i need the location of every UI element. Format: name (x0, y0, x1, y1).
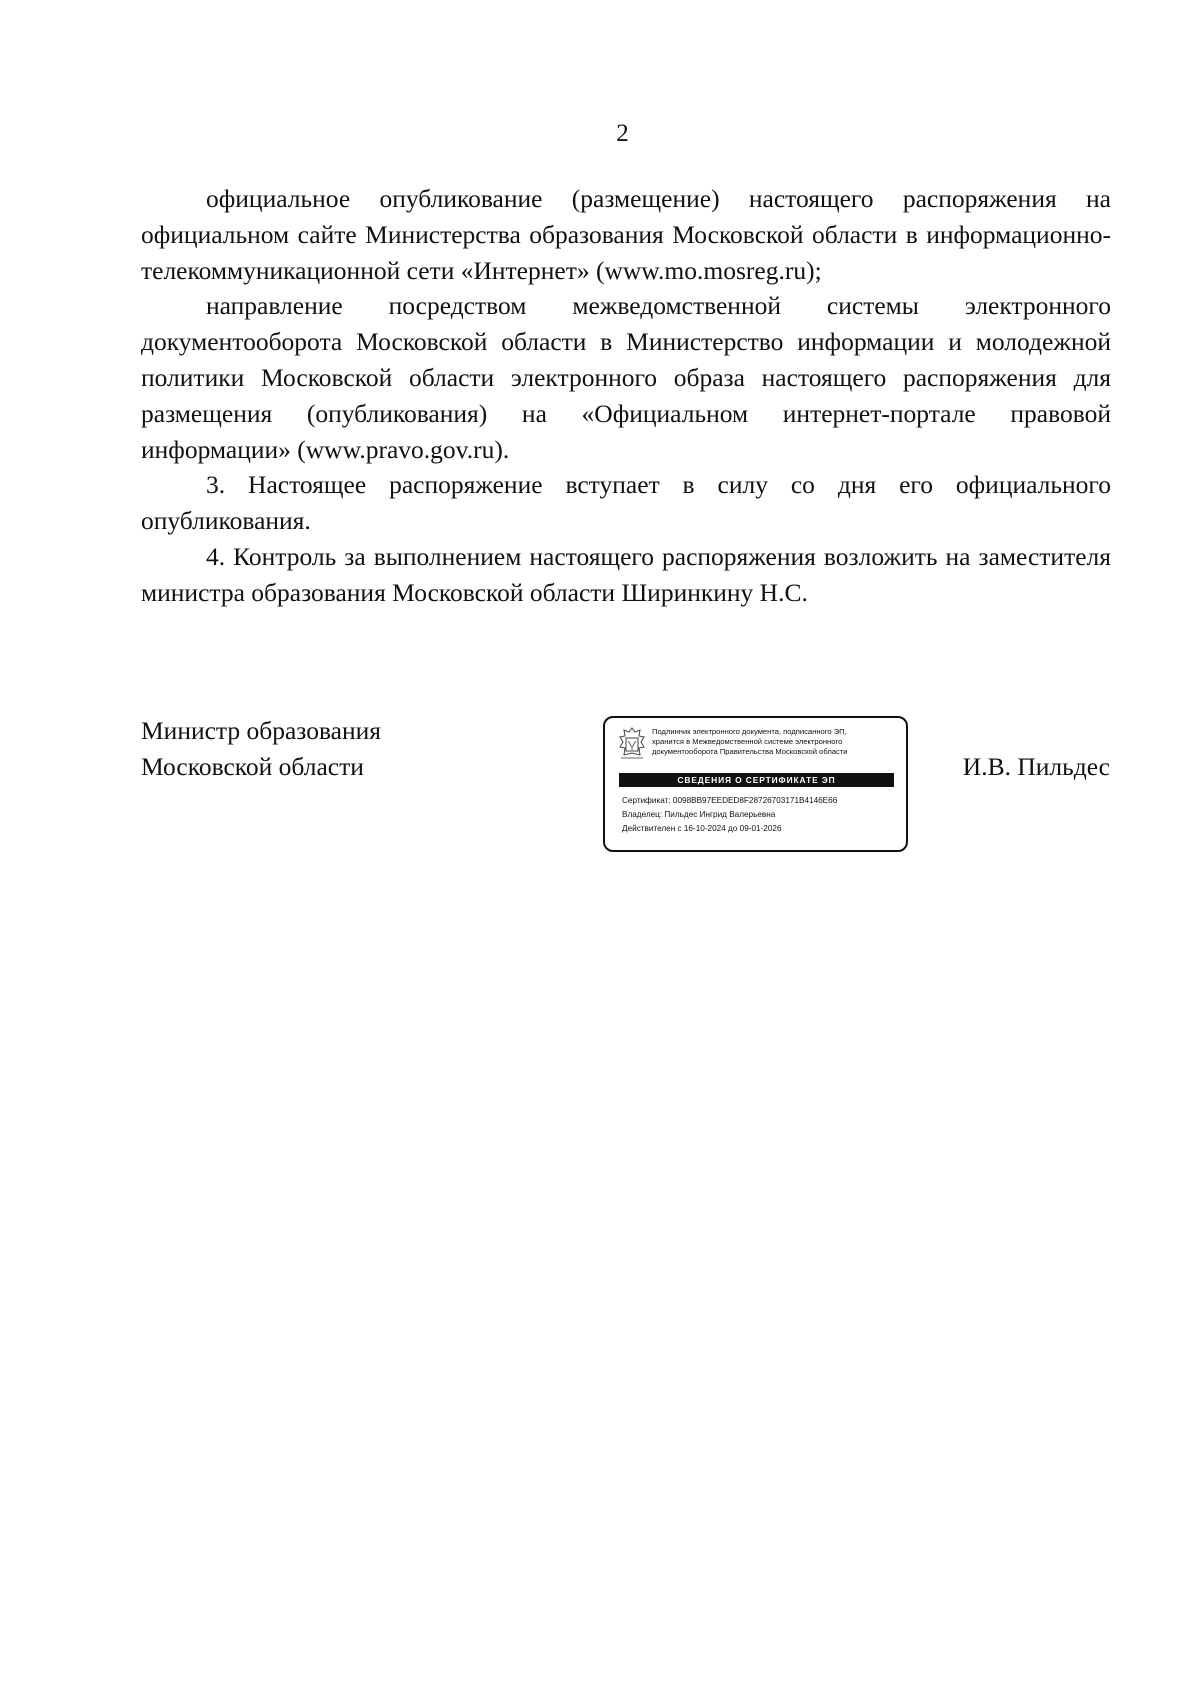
certificate-validity: Действителен с 16-10-2024 до 09-01-2026 (622, 824, 782, 833)
electronic-signature-stamp (603, 716, 908, 852)
document-body (141, 181, 1111, 611)
certificate-number: Сертификат: 0098BB97EEDED8F28726703171B4146E66 (622, 796, 838, 805)
paragraph-publication-portal: направление посредством межведомственной системы электронного документооборота Московской области в Министерство информации и молодежной политики Московской области электронного образа настоящего распоряжения для размещения (опубликования) на «Официальном интернет-портале правовой информации» (www.pravo.gov.ru). (141, 291, 1111, 464)
paragraph-official-publication: официальное опубликование (размещение) настоящего распоряжения на официальном сайте Министерства образования Московской области в информационно-телекоммуникационной сети «Интернет» (www.mo.mosreg.ru); (141, 184, 1111, 285)
signatory-position-line-2: Московской области (141, 752, 364, 781)
stamp-header-line-2: хранится в Межведомственной системе электронного (652, 737, 843, 747)
certificate-details (622, 794, 837, 836)
coat-of-arms-icon (617, 727, 647, 761)
signatory-position-line-1: Министр образования (141, 716, 382, 745)
stamp-header-line-3: документооборота Правительства Московской области (652, 747, 848, 757)
page-number: 2 (616, 120, 629, 147)
stamp-header (652, 727, 902, 758)
paragraph-effective-date: 3. Настоящее распоряжение вступает в силу со дня его официального опубликования. (141, 470, 1111, 536)
signatory-name: И.В. Пильдес (962, 752, 1110, 781)
paragraph-control: 4. Контроль за выполнением настоящего распоряжения возложить на заместителя министра образования Московской области Ширинкину Н.С. (141, 541, 1111, 607)
certificate-info-title: СВЕДЕНИЯ О СЕРТИФИКАТЕ ЭП (619, 773, 894, 787)
signatory-position (141, 713, 381, 785)
certificate-owner: Владелец: Пильдес Ингрид Валерьевна (622, 810, 776, 819)
stamp-header-line-1: Подлинник электронного документа, подписанного ЭП, (652, 727, 847, 736)
